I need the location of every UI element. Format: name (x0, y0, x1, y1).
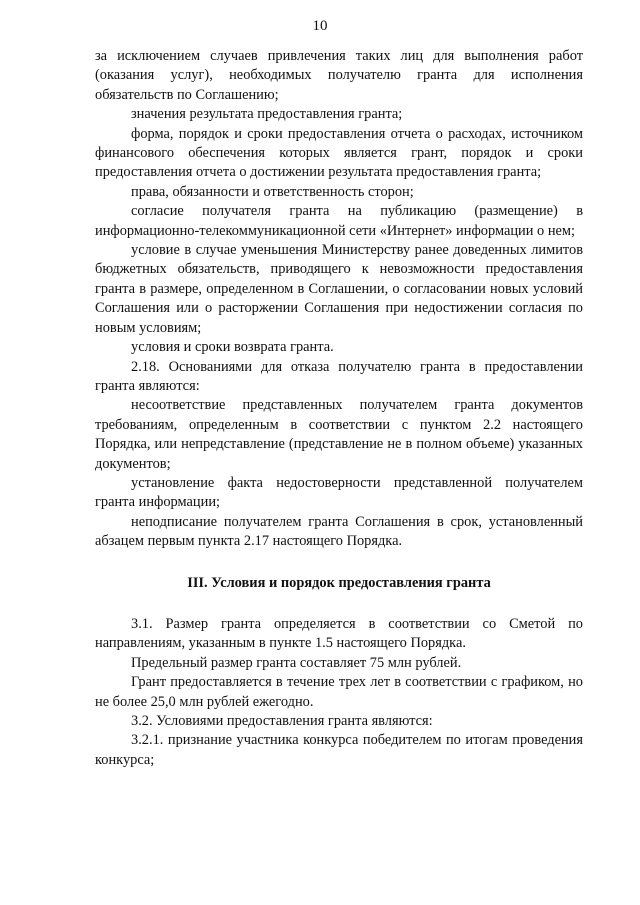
paragraph: права, обязанности и ответственность сторон; (131, 183, 414, 200)
section-heading: III. Условия и порядок предоставления гранта (187, 574, 491, 591)
paragraph: неподписание получателем гранта Соглашения в срок, установленный абзацем первым пункта 2.17 настоящего Порядка. (95, 513, 583, 550)
paragraph: 3.1. Размер гранта определяется в соответствии со Сметой по направлениям, указанным в пункте 1.5 настоящего Порядка. (95, 615, 583, 652)
paragraph: Грант предоставляется в течение трех лет в соответствии с графиком, но не более 25,0 млн рублей ежегодно. (95, 674, 583, 710)
paragraph: условие в случае уменьшения Министерству ранее доведенных лимитов бюджетных обязательств, приводящего к невозможности предоставления гранта в размере, определенном в Соглашении, о согласовании новых условий Соглашения или о расторжении Соглашения при недостижении согласия по новым условиям; (95, 242, 583, 336)
paragraph: значения результата предоставления гранта; (131, 106, 403, 123)
paragraph: за исключением случаев привлечения таких лиц для выполнения работ (оказания услуг), необходимых получателю гранта для исполнения обязательств по Соглашению; (95, 48, 583, 103)
paragraph: 3.2. Условиями предоставления гранта являются: (131, 713, 433, 729)
page-body (95, 47, 583, 770)
paragraph: форма, порядок и сроки предоставления отчета о расходах, источником финансового обеспечения которых является грант, порядок и сроки предоставления отчета о достижении результата предоставления гранта; (95, 125, 583, 181)
paragraph: согласие получателя гранта на публикацию (размещение) в информационно-телекоммуникационной сети «Интернет» информации о нем; (95, 203, 583, 239)
paragraph: Предельный размер гранта составляет 75 млн рублей. (131, 654, 462, 671)
paragraph: установление факта недостоверности представленной получателем гранта информации; (95, 474, 583, 511)
paragraph: несоответствие представленных получателем гранта документов требованиям, определенным в соответствии с пунктом 2.2 настоящего Порядка, или непредставление (представление не в полном объеме) указанных документов; (95, 397, 583, 472)
page-number: 10 (312, 18, 328, 34)
paragraph: 2.18. Основаниями для отказа получателю гранта в предоставлении гранта являются: (95, 358, 583, 394)
paragraph: условия и сроки возврата гранта. (131, 339, 334, 356)
paragraph: 3.2.1. признание участника конкурса победителем по итогам проведения конкурса; (95, 732, 583, 768)
